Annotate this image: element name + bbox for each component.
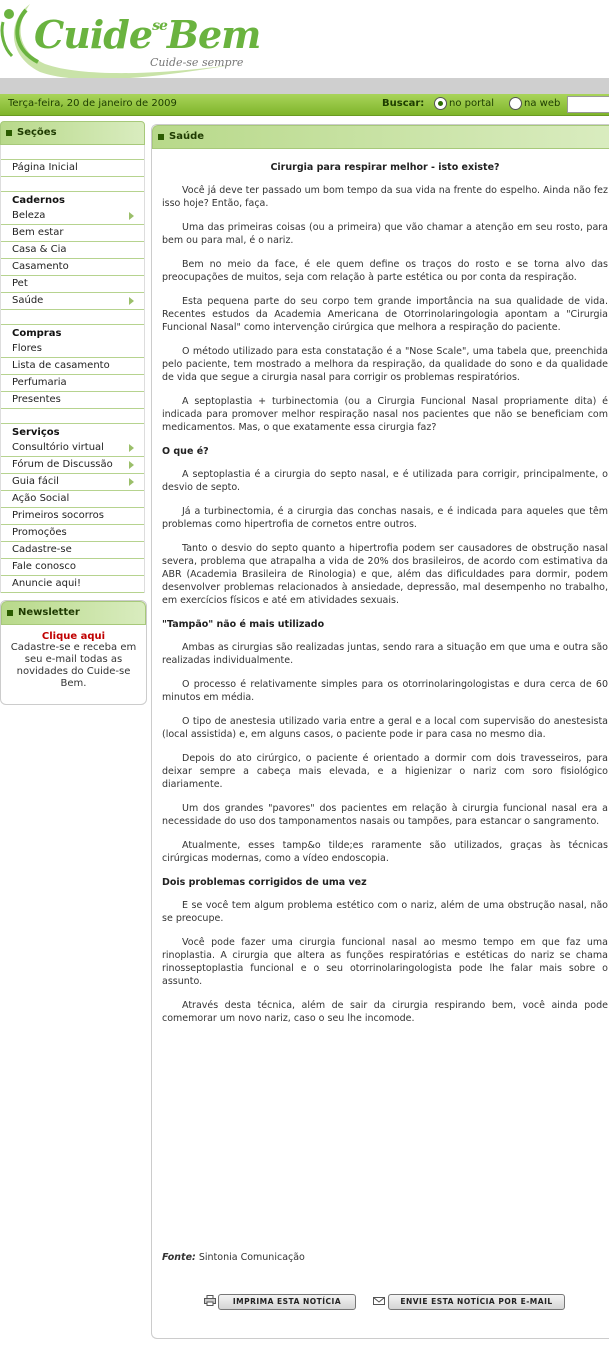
arrow-right-icon: [129, 478, 134, 486]
nav-cadastre-se[interactable]: Cadastre-se: [1, 542, 144, 559]
radio-portal-label: no portal: [449, 98, 495, 109]
paragraph: Ambas as cirurgias são realizadas juntas, sendo rara a situação em que uma e outra são realizadas individualmente.: [162, 642, 608, 666]
nav-fale-conosco[interactable]: Fale conosco: [1, 559, 144, 576]
nav-anuncie[interactable]: Anuncie aqui!: [1, 576, 144, 593]
article-body: [162, 161, 608, 1036]
sections-list: [0, 145, 145, 593]
newsletter-text: Cadastre-se e receba em seu e-mail todas as novidades do Cuide-se Bem.: [10, 642, 137, 689]
header-divider: [0, 78, 609, 94]
bullet-icon: [158, 134, 164, 140]
radio-portal[interactable]: [434, 97, 447, 110]
article-source: Fonte: Sintonia Comunicação: [162, 1252, 305, 1263]
top-bar: [0, 94, 609, 116]
nav-consultorio-virtual[interactable]: Consultório virtual: [1, 440, 144, 457]
sections-header: Seções: [0, 121, 145, 145]
radio-web[interactable]: [509, 97, 522, 110]
paragraph: Através desta técnica, além de sair da cirurgia respirando bem, você ainda pode comemorar um novo nariz, caso o seu lhe incomode.: [162, 1000, 608, 1024]
email-button[interactable]: ENVIE ESTA NOTÍCIA POR E-MAIL: [388, 1294, 565, 1310]
nav-home[interactable]: Página Inicial: [1, 160, 144, 177]
group-servicos: Serviços: [12, 427, 60, 438]
site-header: [0, 0, 609, 78]
newsletter-link[interactable]: Clique aqui: [41, 631, 106, 642]
article-section-header: Saúde: [152, 125, 609, 149]
nav-forum[interactable]: Fórum de Discussão: [1, 457, 144, 474]
article-panel: [151, 124, 609, 1339]
subheading: O que é?: [162, 446, 209, 457]
nav-beleza[interactable]: Beleza: [1, 208, 144, 225]
nav-presentes[interactable]: Presentes: [1, 392, 144, 409]
paragraph: Você já deve ter passado um bom tempo da sua vida na frente do espelho. Ainda não fez isso hoje? Então, faça.: [162, 185, 608, 209]
paragraph: Esta pequena parte do seu corpo tem grande importância na sua qualidade de vida. Recentes estudos da Academia Americana de Otorrinolaringologia apontam a "Cirurgia Funcional Nasal" como intervenção cirúrgica que melhora a respiração do paciente.: [162, 296, 608, 333]
paragraph: Uma das primeiras coisas (ou a primeira) que vão chamar a atenção em seu rosto, para bem ou para mal, é o nariz.: [162, 222, 608, 246]
current-date: Terça-feira, 20 de janeiro de 2009: [8, 98, 177, 109]
printer-icon[interactable]: [204, 1295, 216, 1306]
logo[interactable]: Cuide$^{se}$Bem: [34, 12, 261, 57]
search-input[interactable]: [567, 96, 609, 113]
paragraph: Você pode fazer uma cirurgia funcional nasal ao mesmo tempo em que faz uma rinoplastia. A cirurgia que altera as funções respiratórias e estéticas do nariz se chama rinosseptoplastia funcional e o seu otorrinolaringologista pode lhe falar mais sobre o assunto.: [162, 937, 608, 987]
group-compras: Compras: [12, 328, 62, 339]
paragraph: Bem no meio da face, é ele quem define os traços do rosto e se torna alvo das preocupações de muitos, seja com relação à parte estética ou por conta da respiração.: [162, 259, 608, 283]
arrow-right-icon: [129, 212, 134, 220]
nav-promocoes[interactable]: Promoções: [1, 525, 144, 542]
nav-pet[interactable]: Pet: [1, 276, 144, 293]
sidebar: [0, 121, 145, 593]
bullet-icon: [6, 130, 12, 136]
paragraph: O tipo de anestesia utilizado varia entre a geral e a local com supervisão do anestesista (local assistida) e, em alguns casos, o paciente pode ir para casa no mesmo dia.: [162, 716, 608, 740]
paragraph: Tanto o desvio do septo quanto a hipertrofia podem ser causadores de obstrução nasal severa, problema que atrapalha a vida de 20% dos brasileiros, de acordo com estimativa da ABR (Academia Brasileira de Rinologia) e que, além das dificuldades para dormir, podem desenvolver problemas relacionados à ansiedade, depressão, mal desempenho no trabalho, em exercícios físicos e até em atividades sexuais.: [162, 543, 608, 606]
nav-casa-cia[interactable]: Casa & Cia: [1, 242, 144, 259]
nav-bem-estar[interactable]: Bem estar: [1, 225, 144, 242]
bullet-icon: [7, 610, 13, 616]
nav-saude[interactable]: Saúde: [1, 293, 144, 310]
arrow-right-icon: [129, 444, 134, 452]
nav-lista-casamento[interactable]: Lista de casamento: [1, 358, 144, 375]
nav-flores[interactable]: Flores: [1, 341, 144, 358]
newsletter-header: Newsletter: [1, 601, 146, 625]
email-icon[interactable]: [373, 1295, 385, 1306]
paragraph: A septoplastia + turbinectomia (ou a Cirurgia Funcional Nasal propriamente dita) é indicada para promover melhor respiração nasal nos pacientes que não se beneficiam com medicamentos. Mas, o que exatamente essa cirurgia faz?: [162, 396, 608, 433]
nav-casamento[interactable]: Casamento: [1, 259, 144, 276]
print-button[interactable]: IMPRIMA ESTA NOTÍCIA: [218, 1294, 356, 1310]
paragraph: O processo é relativamente simples para os otorrinolaringologistas e dura cerca de 60 minutos em média.: [162, 679, 608, 703]
arrow-right-icon: [129, 297, 134, 305]
paragraph: Um dos grandes "pavores" dos pacientes em relação à cirurgia funcional nasal era a necessidade do uso dos tamponamentos nasais ou tampões, para estancar o sangramento.: [162, 803, 608, 827]
subheading: "Tampão" não é mais utilizado: [162, 619, 325, 630]
paragraph: Já a turbinectomia, é a cirurgia das conchas nasais, e é indicada para aqueles que têm problemas como hipertrofia de cornetos entre outros.: [162, 506, 608, 530]
paragraph: Depois do ato cirúrgico, o paciente é orientado a dormir com dois travesseiros, para deixar sempre a cabeça mais elevada, e a higienizar o nariz com soro fisiológico diariamente.: [162, 753, 608, 790]
logo-tagline: Cuide-se sempre: [150, 56, 244, 69]
paragraph: O método utilizado para esta constatação é a "Nose Scale", uma tabela que, preenchida pelo paciente, tem mostrado a melhora da respiração, da qualidade do sono e da qualidade de vida que segue a cirurgia nasal para corrigir os problemas respiratórios.: [162, 346, 608, 383]
radio-web-label: na web: [524, 98, 561, 109]
nav-guia-facil[interactable]: Guia fácil: [1, 474, 144, 491]
article-title: Cirurgia para respirar melhor - isto existe?: [270, 162, 500, 173]
paragraph: Atualmente, esses tamp&o tilde;es raramente são utilizados, graças às técnicas cirúrgicas modernas, como a vídeo endoscopia.: [162, 840, 608, 864]
paragraph: A septoplastia é a cirurgia do septo nasal, e é utilizada para corrigir, principalmente, o desvio de septo.: [162, 469, 608, 493]
subheading: Dois problemas corrigidos de uma vez: [162, 877, 367, 888]
search-label: Buscar:: [382, 98, 425, 109]
nav-perfumaria[interactable]: Perfumaria: [1, 375, 144, 392]
arrow-right-icon: [129, 461, 134, 469]
newsletter-box: [0, 600, 147, 705]
nav-acao-social[interactable]: Ação Social: [1, 491, 144, 508]
nav-primeiros-socorros[interactable]: Primeiros socorros: [1, 508, 144, 525]
paragraph: E se você tem algum problema estético com o nariz, além de uma obstrução nasal, não se preocupe.: [162, 900, 608, 924]
group-cadernos: Cadernos: [12, 195, 65, 206]
